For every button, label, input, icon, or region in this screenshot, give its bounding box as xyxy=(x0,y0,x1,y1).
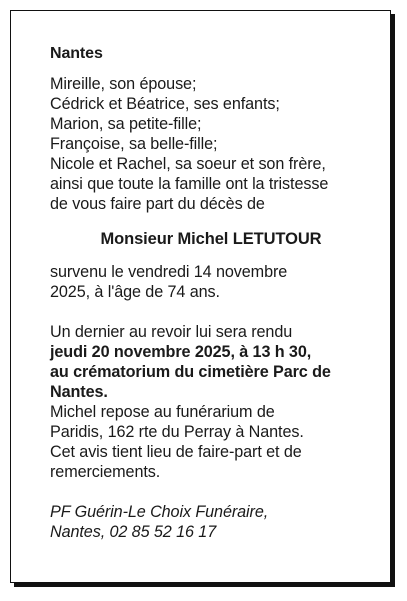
ceremony-place-line: Nantes. xyxy=(50,383,108,401)
rest-line: Cet avis tient lieu de faire-part et de xyxy=(50,443,302,461)
deceased-name: Monsieur Michel LETUTOUR xyxy=(100,230,322,248)
paragraph-gap xyxy=(50,302,380,322)
notice-city-heading: Nantes xyxy=(50,45,103,62)
rest-line: Paridis, 162 rte du Perray à Nantes. xyxy=(50,423,304,441)
family-line: ainsi que toute la famille ont la tristesse xyxy=(50,175,329,193)
funeral-home-signature xyxy=(50,502,380,542)
family-line: Marion, sa petite-fille; xyxy=(50,115,202,133)
ceremony-place-line: au crématorium du cimetière Parc de xyxy=(50,363,331,381)
signature-line: Nantes, 02 85 52 16 17 xyxy=(50,523,217,541)
rest-line: Michel repose au funérarium de xyxy=(50,403,275,421)
family-line: Cédrick et Béatrice, ses enfants; xyxy=(50,95,280,113)
family-line: Nicole et Rachel, sa soeur et son frère, xyxy=(50,155,326,173)
obituary-notice-body xyxy=(50,44,380,542)
ceremony-date-line: jeudi 20 novembre 2025, à 13 h 30, xyxy=(50,343,312,361)
death-line: 2025, à l'âge de 74 ans. xyxy=(50,283,220,301)
family-line: de vous faire part du décès de xyxy=(50,195,265,213)
death-details xyxy=(50,262,380,302)
family-line: Mireille, son épouse; xyxy=(50,75,197,93)
rest-line: remerciements. xyxy=(50,463,161,481)
ceremony-intro: Un dernier au revoir lui sera rendu xyxy=(50,323,293,341)
family-announcement xyxy=(50,74,380,214)
ceremony-details xyxy=(50,322,380,482)
family-line: Françoise, sa belle-fille; xyxy=(50,135,218,153)
signature-line: PF Guérin-Le Choix Funéraire, xyxy=(50,503,269,521)
obituary-notice-frame xyxy=(10,10,391,583)
death-line: survenu le vendredi 14 novembre xyxy=(50,263,288,281)
